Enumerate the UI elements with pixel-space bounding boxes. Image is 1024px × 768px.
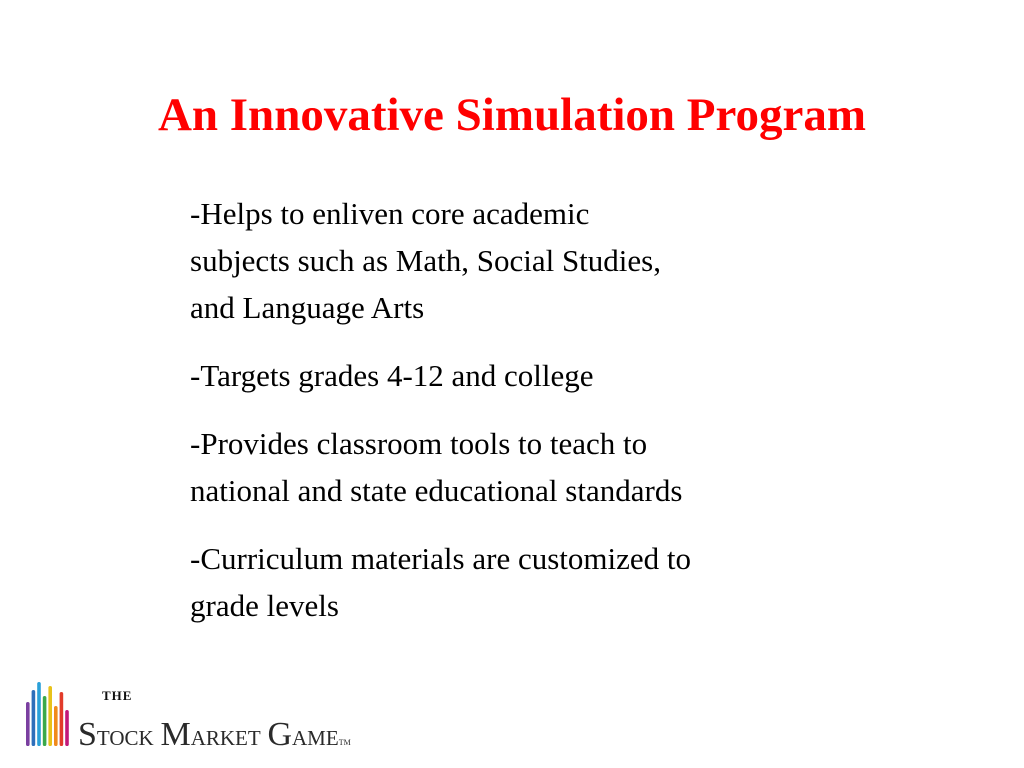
- bullet-line: -Provides classroom tools to teach to: [190, 426, 648, 461]
- logo-bar: [48, 686, 52, 746]
- bullet-item: [190, 352, 850, 399]
- bullet-item: [190, 190, 850, 331]
- bullet-item: [190, 535, 850, 629]
- logo-bar: [37, 682, 41, 746]
- logo-bar: [43, 696, 47, 746]
- bullet-line: -Curriculum materials are customized to: [190, 541, 691, 576]
- bullet-line: subjects such as Math, Social Studies,: [190, 243, 661, 278]
- logo-tm: TM: [338, 738, 351, 747]
- logo-letter: S: [78, 716, 97, 753]
- bullet-item: [190, 420, 850, 514]
- logo-bar: [60, 692, 64, 746]
- logo-bar: [65, 710, 69, 746]
- logo-letters: TOCK: [96, 726, 154, 750]
- bullet-line: and Language Arts: [190, 290, 425, 325]
- logo-bar: [26, 702, 30, 746]
- logo-bars-icon: [22, 680, 76, 750]
- logo-the: THE: [102, 688, 133, 703]
- stock-market-game-logo: [22, 680, 452, 753]
- logo-bar: [54, 706, 58, 746]
- bullet-line: -Targets grades 4-12 and college: [190, 358, 594, 393]
- logo-bar: [32, 690, 36, 746]
- logo-letter: M: [160, 716, 191, 753]
- bullet-line: -Helps to enliven core academic: [190, 196, 590, 231]
- bullet-line: grade levels: [190, 588, 339, 623]
- logo-wordmark: [78, 716, 351, 754]
- logo-letters: AME: [292, 726, 339, 750]
- logo-letter: G: [267, 716, 293, 753]
- slide-title: An Innovative Simulation Program: [157, 89, 867, 141]
- bullet-line: national and state educational standards: [190, 473, 683, 508]
- bullet-list: [190, 190, 850, 650]
- logo-letters: ARKET: [190, 726, 261, 750]
